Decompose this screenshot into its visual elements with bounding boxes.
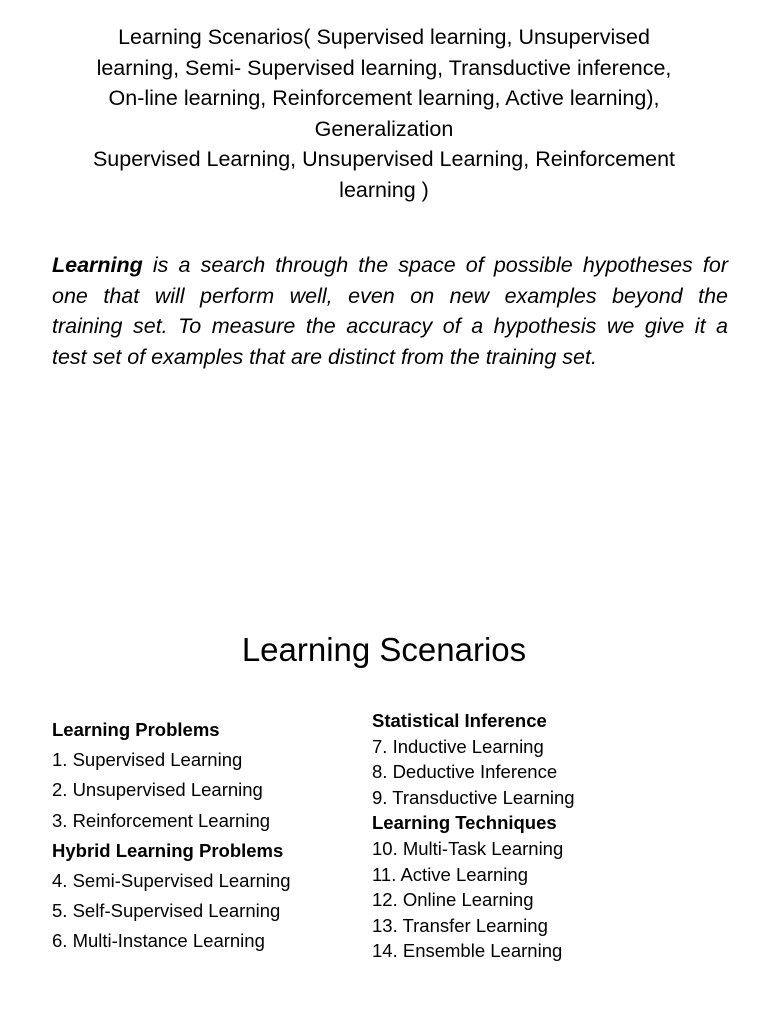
topic-header-line: learning, Semi- Supervised learning, Transductive inference, — [96, 55, 672, 80]
list-item: 14. Ensemble Learning — [372, 940, 563, 962]
definition-line — [52, 250, 728, 281]
list-item: 5. Self-Supervised Learning — [52, 900, 281, 922]
list-item: 2. Unsupervised Learning — [52, 779, 263, 801]
definition-line: training set. To measure the accuracy of a hypothesis we give it a — [52, 314, 728, 339]
definition-term: Learning — [52, 253, 143, 277]
list-item: 9. Transductive Learning — [372, 786, 575, 808]
list-item: 10. Multi-Task Learning — [372, 837, 564, 859]
list-heading: Hybrid Learning Problems — [52, 839, 284, 861]
left-column-list — [52, 715, 291, 957]
list-item: 13. Transfer Learning — [372, 914, 548, 936]
list-item: 1. Supervised Learning — [52, 749, 243, 771]
list-item: 4. Semi-Supervised Learning — [52, 870, 291, 892]
definition-line: test set of examples that are distinct from the training set. — [52, 344, 597, 369]
slide-2 — [0, 512, 768, 1024]
topic-header — [40, 22, 728, 206]
list-heading: Learning Techniques — [372, 812, 557, 834]
list-item: 11. Active Learning — [372, 863, 528, 885]
definition-line: one that will perform well, even on new examples beyond the — [52, 283, 728, 308]
topic-header-line: Learning Scenarios( Supervised learning, Unsupervised — [118, 25, 650, 49]
list-item: 12. Online Learning — [372, 889, 534, 911]
topic-header-line: learning ) — [339, 177, 429, 202]
list-item: 8. Deductive Inference — [372, 761, 558, 783]
right-column-list — [372, 708, 575, 964]
topic-header-line: Supervised Learning, Unsupervised Learning, Reinforcement — [92, 147, 676, 172]
list-item: 7. Inductive Learning — [372, 735, 544, 757]
topic-header-line: On-line learning, Reinforcement learning, Active learning), — [108, 86, 660, 111]
list-heading: Statistical Inference — [372, 710, 547, 731]
list-item: 3. Reinforcement Learning — [52, 809, 271, 831]
learning-definition — [52, 250, 728, 372]
slide-title: Learning Scenarios — [241, 631, 527, 668]
list-heading: Learning Problems — [52, 719, 220, 740]
list-item: 6. Multi-Instance Learning — [52, 930, 265, 952]
definition-text: is a search through the space of possible hypotheses for — [142, 253, 728, 277]
topic-header-line: Generalization — [314, 116, 454, 141]
